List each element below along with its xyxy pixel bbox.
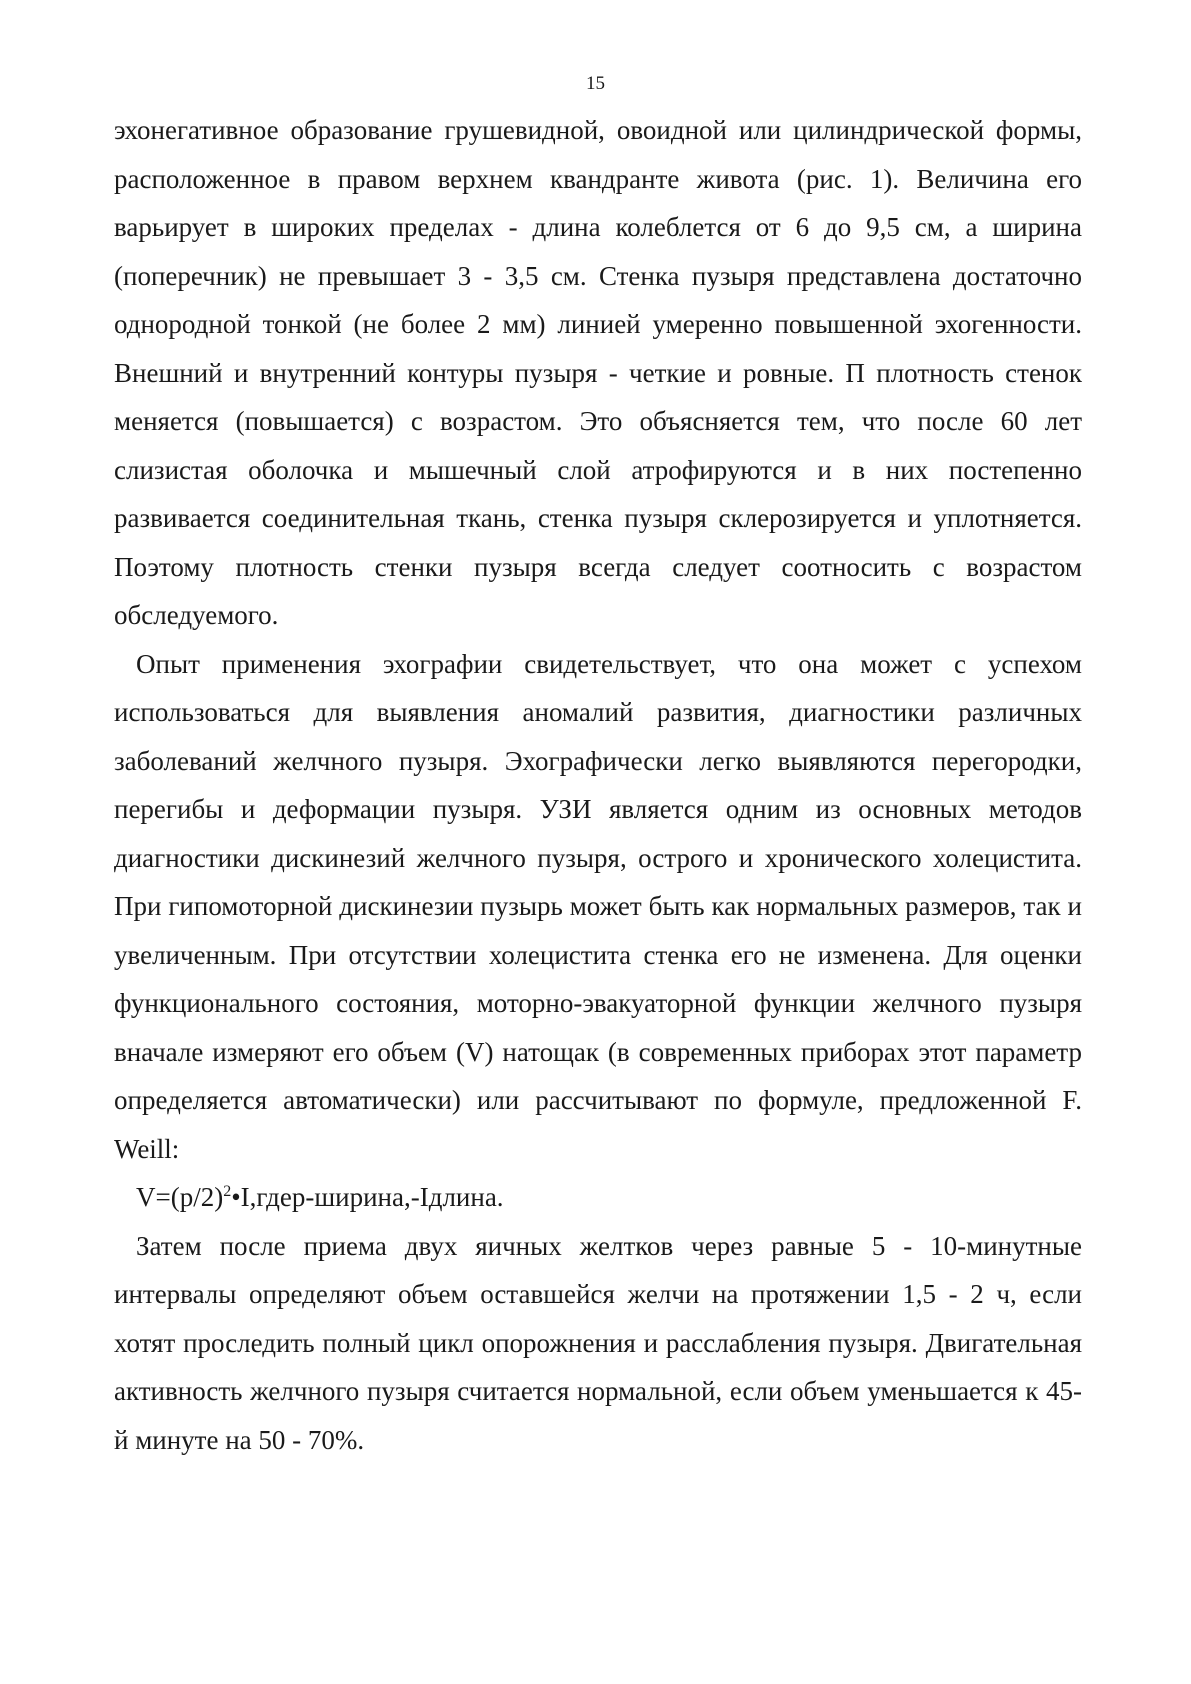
paragraph-2: Опыт применения эхографии свидетельствует, что она может с успехом использоваться для выявления аномалий развития, диагностики различных заболеваний желчного пузыря. Эхографически легко выявляются перегородки, перегибы и деформации пузыря. УЗИ является одним из основных методов диагностики дискинезий желчного пузыря, острого и хронического холецистита. При гипомоторной дискинезии пузырь может быть как нормальных размеров, так и увеличенным. При отсутствии холецистита стенка его не изменена. Для оценки функционального состояния, моторно-эвакуаторной функции желчного пузыря вначале измеряют его объем (V) натощак (в современных приборах этот параметр определяется автоматически) или рассчитывают по формуле, предложенной F. Weill:: [114, 648, 1082, 1164]
formula-suffix: •I,гдер-ширина,-Iдлина.: [231, 1182, 504, 1212]
volume-formula: [114, 1173, 1082, 1222]
formula-exponent: 2: [223, 1183, 232, 1200]
document-body: [114, 106, 1082, 1464]
paragraph-3: Затем после приема двух яичных желтков через равные 5 - 10-минутные интервалы определяют объем оставшейся желчи на протяжении 1,5 - 2 ч, если хотят проследить полный цикл опорожнения и расслабления пузыря. Двигательная активность желчного пузыря считается нормальной, если объем уменьшается к 45-й минуте на 50 - 70%.: [114, 1230, 1082, 1455]
paragraph-1: эхонегативное образование грушевидной, овоидной или цилиндрической формы, расположенное в правом верхнем квандранте живота (рис. 1). Величина его варьирует в широких пределах - длина колеблется от 6 до 9,5 см, а ширина (поперечник) не превышает 3 - 3,5 см. Стенка пузыря представлена достаточно однородной тонкой (не более 2 мм) линией умеренно повышенной эхогенности. Внешний и внутренний контуры пузыря - четкие и ровные. П плотность стенок меняется (повышается) с возрастом. Это объясняется тем, что после 60 лет слизистая оболочка и мышечный слой атрофируются и в них постепенно развивается соединительная ткань, стенка пузыря склерозируется и уплотняется. Поэтому плотность стенки пузыря всегда следует соотносить с возрастом обследуемого.: [114, 115, 1082, 630]
formula-prefix: V=(p/2): [136, 1182, 224, 1212]
page-number: 15: [586, 73, 605, 94]
